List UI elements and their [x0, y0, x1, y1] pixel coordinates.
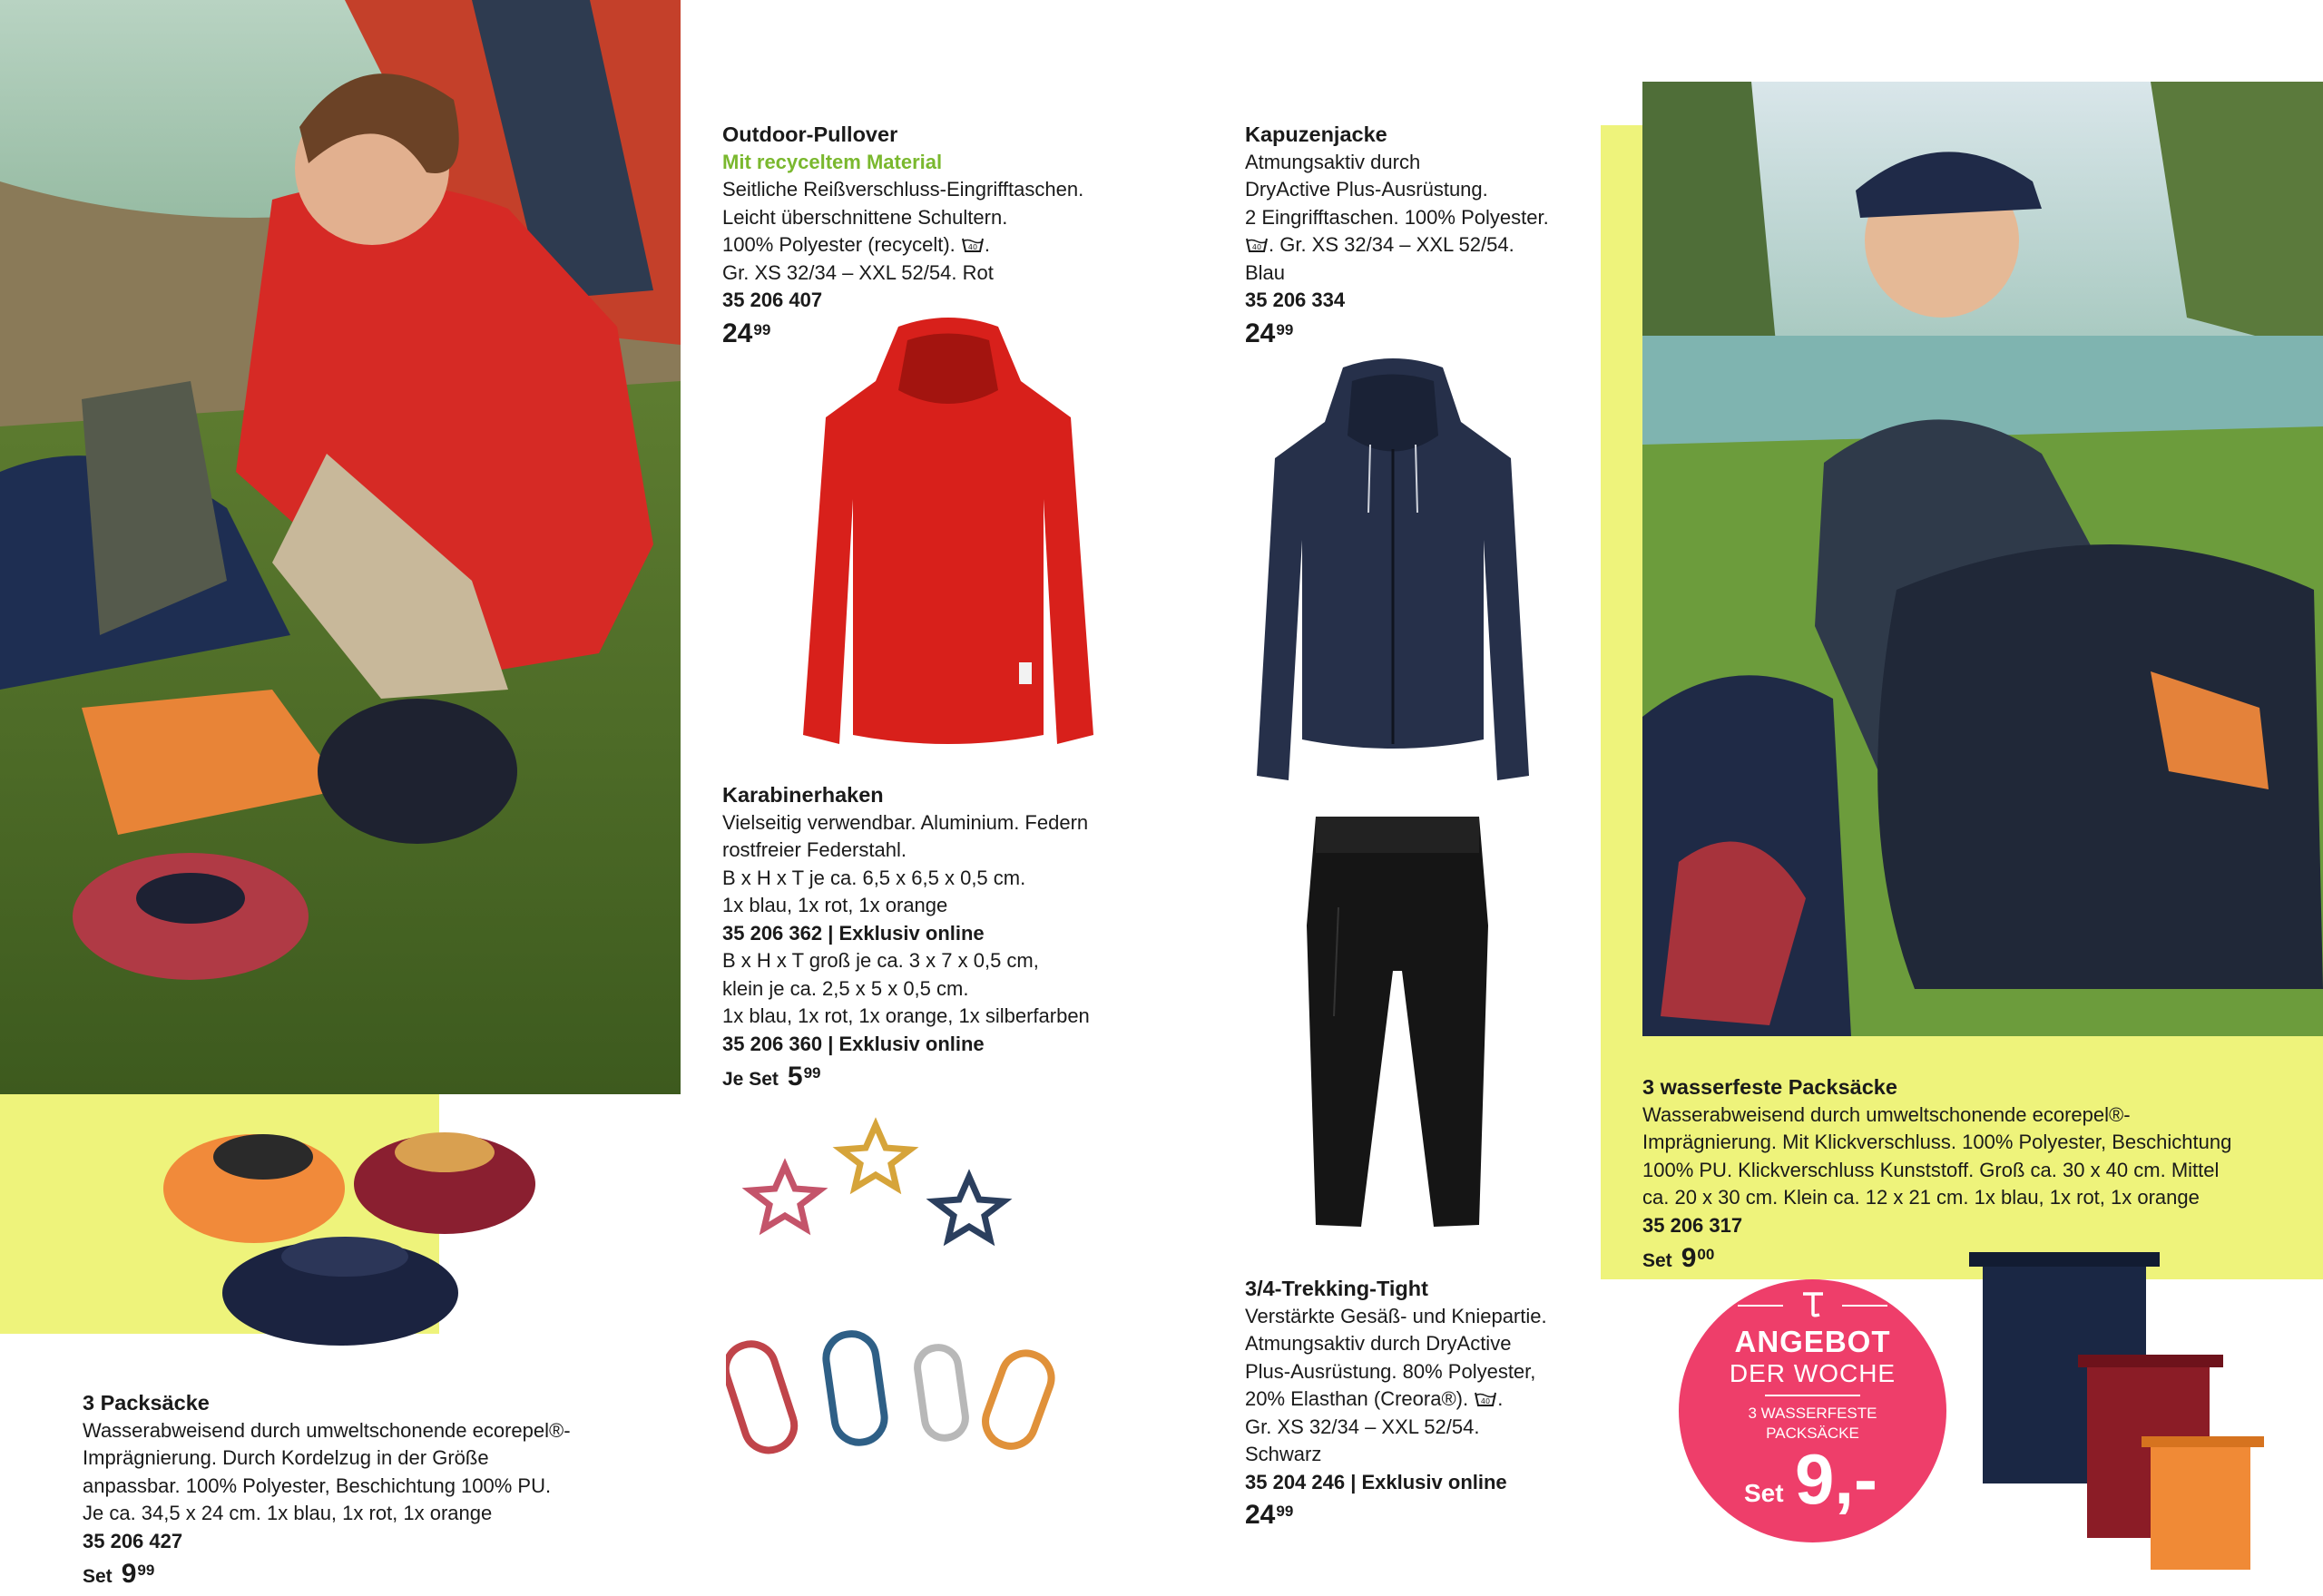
tight-text — [1245, 1275, 1626, 1530]
drybags-text — [1642, 1073, 2296, 1276]
drybags-line: Wasserabweisend durch umweltschonende ecorepel®- — [1642, 1102, 2131, 1126]
drybags-line: 100% PU. Klickverschluss Kunststoff. Groß ca. 30 x 40 cm. Mittel — [1642, 1158, 2220, 1181]
badge-divider-mid — [1765, 1395, 1860, 1396]
tchibo-logo-icon — [1798, 1290, 1828, 1317]
carabiner-line: B x H x T je ca. 6,5 x 6,5 x 0,5 cm. — [722, 866, 1026, 889]
carabiner-article-2: 35 206 360 | Exklusiv online — [722, 1032, 985, 1055]
drybags-line: Imprägnierung. Mit Klickverschluss. 100% Polyester, Beschichtung — [1642, 1131, 2232, 1153]
tight-article: 35 204 246 | Exklusiv online — [1245, 1470, 1507, 1493]
packsaecke-line: Je ca. 34,5 x 24 cm. 1x blau, 1x rot, 1x orange — [83, 1502, 493, 1524]
tight-title: 3/4-Trekking-Tight — [1245, 1277, 1428, 1300]
washing-40-icon — [1474, 1390, 1497, 1408]
tight-product-image — [1298, 817, 1497, 1234]
carabiner-article-1: 35 206 362 | Exklusiv online — [722, 921, 985, 945]
drybags-price: Set $9^{00}$ — [1642, 1243, 1715, 1273]
packsaecke-product-image — [163, 1102, 554, 1356]
jacket-line: Atmungsaktiv durch — [1245, 150, 1421, 173]
carabiner-line: klein je ca. 2,5 x 5 x 0,5 cm. — [722, 976, 969, 1000]
jacket-price: $24^{99}$ — [1245, 318, 1294, 348]
carabiner-text — [722, 781, 1158, 1094]
packsaecke-line: Wasserabweisend durch umweltschonende ecorepel®- — [83, 1418, 571, 1442]
packsaecke-line: anpassbar. 100% Polyester, Beschichtung 100% PU. — [83, 1474, 552, 1497]
drybags-line: ca. 20 x 30 cm. Klein ca. 12 x 21 cm. 1x blau, 1x rot, 1x orange — [1642, 1186, 2200, 1209]
drybags-title: 3 wasserfeste Packsäcke — [1642, 1075, 1897, 1099]
pullover-product-image — [799, 318, 1098, 753]
pullover-article: 35 206 407 — [722, 289, 823, 311]
tight-line: Atmungsaktiv durch DryActive — [1245, 1332, 1512, 1355]
carabiner-line: Vielseitig verwendbar. Aluminium. Federn — [722, 810, 1089, 834]
pullover-text — [722, 121, 1122, 348]
photo-woman-bag — [1642, 82, 2323, 1036]
pullover-price: $24^{99}$ — [722, 318, 771, 348]
jacket-line: 40 . Gr. XS 32/34 – XXL 52/54. — [1245, 231, 1608, 259]
carabiner-line: 1x blau, 1x rot, 1x orange, 1x silberfarben — [722, 1004, 1090, 1027]
tight-line: Verstärkte Gesäß- und Kniepartie. — [1245, 1304, 1547, 1327]
pullover-line: Leicht überschnittene Schultern. — [722, 205, 1008, 229]
tight-line: 20% Elasthan (Creora®). 40 . — [1245, 1387, 1504, 1410]
washing-40-icon — [961, 236, 985, 254]
badge-product-line2: PACKSÄCKE — [1766, 1425, 1859, 1442]
svg-text:40: 40 — [967, 243, 977, 251]
pullover-title: Outdoor-Pullover — [722, 122, 898, 146]
jacket-title: Kapuzenjacke — [1245, 122, 1387, 146]
svg-text:40: 40 — [1481, 1397, 1491, 1405]
packsaecke-text — [83, 1389, 645, 1591]
packsaecke-title: 3 Packsäcke — [83, 1391, 210, 1415]
badge-price-prefix: Set — [1744, 1479, 1784, 1507]
jacket-line: Blau — [1245, 260, 1286, 284]
badge-product-line1: 3 WASSERFESTE — [1748, 1405, 1877, 1422]
carabiner-line: rostfreier Federstahl. — [722, 838, 907, 861]
tight-price: $24^{99}$ — [1245, 1500, 1294, 1530]
jacket-line: DryActive Plus-Ausrüstung. — [1245, 178, 1488, 201]
badge-subtitle: DER WOCHE — [1729, 1359, 1897, 1387]
badge-title: ANGEBOT — [1734, 1325, 1891, 1358]
badge-divider-left — [1738, 1305, 1783, 1307]
drybags-article: 35 206 317 — [1642, 1213, 1743, 1237]
carabiner-title: Karabinerhaken — [722, 783, 884, 807]
star-carabiner-image — [735, 1116, 1025, 1270]
pullover-highlight: Mit recyceltem Material — [722, 150, 943, 173]
pullover-line: 100% Polyester (recycelt). 40 . — [722, 233, 991, 256]
carabiner-line: B x H x T groß je ca. 3 x 7 x 0,5 cm, — [722, 949, 1039, 972]
tight-line: Gr. XS 32/34 – XXL 52/54. — [1245, 1415, 1480, 1438]
jacket-product-image — [1252, 358, 1534, 785]
packsaecke-article: 35 206 427 — [83, 1529, 183, 1552]
pullover-line: Gr. XS 32/34 – XXL 52/54. Rot — [722, 260, 994, 284]
jacket-line: 2 Eingrifftaschen. 100% Polyester. — [1245, 205, 1549, 229]
jacket-article: 35 206 334 — [1245, 289, 1346, 311]
svg-text:40: 40 — [1251, 243, 1262, 251]
carabiner-price: Je Set $5^{99}$ — [722, 1062, 821, 1092]
washing-40-icon — [1245, 236, 1269, 254]
packsaecke-price: Set $9^{99}$ — [83, 1559, 155, 1589]
drybags-product-image — [1951, 1248, 2305, 1574]
packsaecke-line: Imprägnierung. Durch Kordelzug in der Größe — [83, 1446, 489, 1469]
photo-woman-packing — [0, 0, 681, 1094]
oval-carabiner-image — [726, 1325, 1062, 1470]
carabiner-line: 1x blau, 1x rot, 1x orange — [722, 894, 948, 916]
badge-price: 9,- — [1795, 1439, 1878, 1519]
offer-badge — [1679, 1279, 1946, 1542]
tight-line: Schwarz — [1245, 1443, 1322, 1465]
badge-divider-right — [1842, 1305, 1887, 1307]
pullover-line: Seitliche Reißverschluss-Eingrifftaschen. — [722, 178, 1084, 201]
tight-line: Plus-Ausrüstung. 80% Polyester, — [1245, 1359, 1536, 1383]
jacket-text — [1245, 121, 1608, 348]
